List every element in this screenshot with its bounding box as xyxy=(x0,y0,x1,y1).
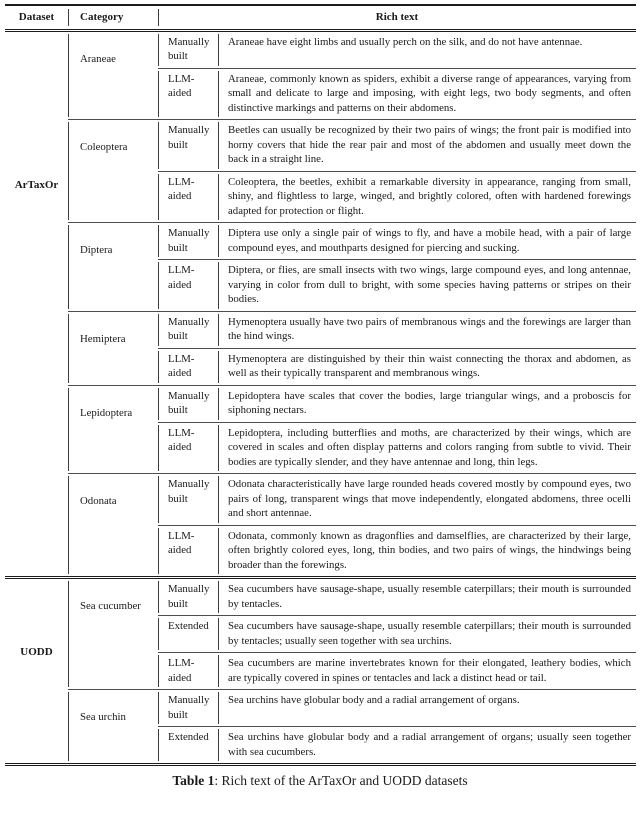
rich-text-cell: Sea cucumbers have sausage-shape, usually resemble caterpillars; their mouth is surrounded by tentacles; usually seen together with sea urchins. xyxy=(218,615,636,652)
document-page xyxy=(0,4,640,813)
rich-text-cell: Araneae have eight limbs and usually perch on the silk, and do not have antennae. xyxy=(218,32,636,68)
table-row xyxy=(5,222,636,259)
method-cell: Manually built xyxy=(158,385,218,422)
rich-text-cell: Coleoptera, the beetles, exhibit a remarkable diversity in appearance, ranging from small, shiny, and flightless to large, winged, and brightly colored, often with hardened forewings adapted for protection or flight. xyxy=(218,171,636,223)
category-cell xyxy=(68,689,158,763)
rich-text-cell: Odonata characteristically have large rounded heads covered mostly by compound eyes, two pairs of long, transparent wings that move independently, elongated abdomens, three ocelli and short antennae. xyxy=(218,473,636,525)
method-cell: Manually built xyxy=(158,473,218,525)
method-cell: Extended xyxy=(158,615,218,652)
method-cell: LLM-aided xyxy=(158,348,218,385)
category-cell xyxy=(68,473,158,576)
method-cell: Manually built xyxy=(158,222,218,259)
table-row xyxy=(5,576,636,615)
category-label: Araneae xyxy=(80,52,116,65)
dataset-label: ArTaxOr xyxy=(14,178,59,191)
method-cell: Manually built xyxy=(158,689,218,726)
column-header-dataset: Dataset xyxy=(5,6,68,32)
method-cell: LLM-aided xyxy=(158,422,218,474)
rich-text-cell: Sea urchins have globular body and a radial arrangement of organs; usually seen together with sea cucumbers. xyxy=(218,726,636,763)
method-cell: LLM-aided xyxy=(158,171,218,223)
rich-text-cell: Diptera, or flies, are small insects with two wings, large compound eyes, and long antennae, varying in color from dull to bright, with some species having patterns or stripes on their bodies. xyxy=(218,259,636,311)
category-cell xyxy=(68,311,158,385)
method-cell: LLM-aided xyxy=(158,652,218,689)
rich-text-cell: Sea cucumbers have sausage-shape, usually resemble caterpillars; their mouth is surrounded by tentacles. xyxy=(218,576,636,615)
rich-text-cell: Beetles can usually be recognized by their two pairs of wings; the front pair is modified into horny covers that hide the rear pair and most of the abdomen and usually meet down the back in a straight line. xyxy=(218,119,636,171)
rich-text-cell: Hymenoptera are distinguished by their thin waist connecting the thorax and abdomen, as well as their typically transparent and membranous wings. xyxy=(218,348,636,385)
table-row xyxy=(5,311,636,348)
method-cell: Manually built xyxy=(158,32,218,68)
category-cell xyxy=(68,576,158,689)
method-cell: LLM-aided xyxy=(158,259,218,311)
rich-text-cell: Diptera use only a single pair of wings to fly, and have a mobile head, with a pair of large compound eyes, and mouthparts designed for piercing and sucking. xyxy=(218,222,636,259)
rich-text-cell: Lepidoptera have scales that cover the bodies, large triangular wings, and a proboscis for siphoning nectars. xyxy=(218,385,636,422)
category-label: Sea cucumber xyxy=(80,600,141,612)
header-row xyxy=(5,6,636,32)
category-label: Sea urchin xyxy=(80,711,126,723)
column-header-rich-text: Rich text xyxy=(158,6,636,32)
table-caption xyxy=(0,773,640,789)
table-row xyxy=(5,473,636,525)
category-label: Hemiptera xyxy=(80,332,126,345)
category-label: Odonata xyxy=(80,495,117,507)
rich-text-cell: Araneae, commonly known as spiders, exhibit a diverse range of appearances, varying from small and delicate to large and imposing, with eight legs, two body segments, and often distinctive markings and patterns on their abdomens. xyxy=(218,68,636,120)
category-cell xyxy=(68,222,158,311)
category-label: Coleoptera xyxy=(80,141,128,153)
category-cell xyxy=(68,385,158,474)
rich-text-cell: Sea urchins have globular body and a radial arrangement of organs. xyxy=(218,689,636,726)
caption-label: Table 1 xyxy=(172,773,215,788)
caption-text: : Rich text of the ArTaxOr and UODD datasets xyxy=(214,773,468,788)
rich-text-cell: Hymenoptera usually have two pairs of membranous wings and the forewings are larger than the hind wings. xyxy=(218,311,636,348)
method-cell: Manually built xyxy=(158,119,218,171)
rich-text-cell: Lepidoptera, including butterflies and moths, are characterized by their wings, which are covered in scales and often display patterns and colors ranging from subtle to vivid. Their bodies are typically slender, and they have antennae and long, thin legs. xyxy=(218,422,636,474)
rich-text-cell: Sea cucumbers are marine invertebrates known for their elongated, leathery bodies, which are typically covered in spines or tentacles and lack a distinct head or tail. xyxy=(218,652,636,689)
dataset-cell xyxy=(5,32,68,577)
rich-text-cell: Odonata, commonly known as dragonflies and damselflies, are characterized by their large, often brightly colored eyes, long, thin bodies, and two pairs of wings, the hindwings being broader than the forewings. xyxy=(218,525,636,577)
table-row xyxy=(5,119,636,171)
dataset-cell xyxy=(5,576,68,763)
column-header-category: Category xyxy=(68,6,158,32)
category-cell xyxy=(68,32,158,120)
category-label: Diptera xyxy=(80,244,113,256)
method-cell: LLM-aided xyxy=(158,68,218,120)
rich-text-table xyxy=(5,4,636,766)
method-cell: Manually built xyxy=(158,576,218,615)
table-row xyxy=(5,385,636,422)
dataset-label: UODD xyxy=(20,646,53,658)
method-cell: Manually built xyxy=(158,311,218,348)
method-cell: Extended xyxy=(158,726,218,763)
table-row xyxy=(5,32,636,68)
table-row xyxy=(5,689,636,726)
category-cell xyxy=(68,119,158,222)
method-cell: LLM-aided xyxy=(158,525,218,577)
category-label: Lepidoptera xyxy=(80,406,133,419)
